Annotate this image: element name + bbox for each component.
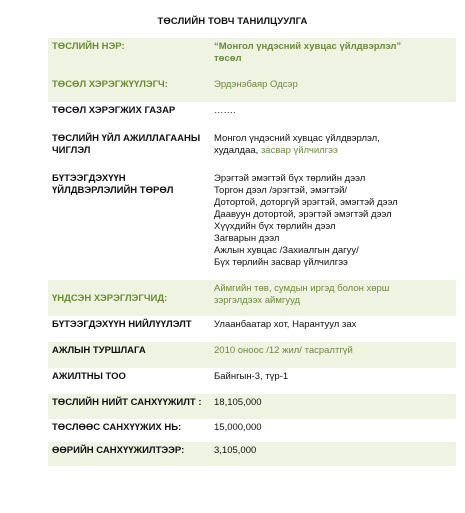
row-activity [48,130,456,170]
location-value: ……. [214,105,236,116]
row-own-funding [48,442,456,466]
project-name-line: төсөл [214,53,242,64]
row-experience [48,342,456,368]
project-info-table [48,38,456,466]
product-type-item: Даавуун дотортой, эрэгтэй эмэгтэй дээл [214,209,392,220]
row-product-supply [48,316,456,342]
implementer-label: ТӨСӨЛ ХЭРЭГЖҮҮЛЭГЧ: [48,76,210,102]
main-customers-line: Аймгийн төв, сумдын иргэд болон хөрш [214,283,390,294]
row-location [48,102,456,130]
row-product-types [48,170,456,280]
product-types-label-line: БҮТЭЭГДЭХҮҮН [52,173,126,184]
activity-label [48,130,210,170]
own-funding-value: 3,105,000 [210,442,456,466]
staff-label: АЖИЛТНЫ ТОО [52,371,126,382]
project-name-line: “Монгол үндэсний хувцас үйлдвэрлэл” [214,41,402,52]
page-title: ТӨСЛИЙН ТОВЧ ТАНИЛЦУУЛГА [157,16,308,27]
activity-label-line: ЧИГЛЭЛ [52,145,91,156]
project-name-value [210,38,456,76]
product-types-label-line: ҮЙЛДВЭРЛЭЛИЙН ТӨРӨЛ [52,185,174,196]
activity-label-line: ТӨСЛИЙН ҮЙЛ АЖИЛЛАГААНЫ [52,133,201,144]
product-type-item: Хүүхдийн бүх төрлийн дээл [214,221,336,232]
activity-value-line: Монгол үндэсний хувцас үйлдвэрлэл, [214,133,380,144]
staff-value: Байнгын-3, түр-1 [214,371,289,382]
experience-label: АЖЛЫН ТУРШЛАГА [48,342,210,368]
main-customers-line: зэргэлдээх аймгууд [214,295,301,306]
product-supply-value: Улаанбаатар хот, Нарантуул зах [214,319,357,330]
project-name-label: ТӨСЛИЙН НЭР: [48,38,210,76]
main-customers-label: ҮНДСЭН ХЭРЭГЛЭГЧИД: [48,280,210,316]
total-funding-value: 18,105,000 [210,394,456,419]
activity-value-highlight: засвар үйлчилгээ [260,145,338,156]
product-type-item: Ажлын хувцас /Захиалгын дагуу/ [214,245,359,256]
product-type-item: Бүх төрлийн засвар үйлчилгээ [214,257,348,268]
activity-value [210,130,456,170]
main-customers-value [210,280,456,316]
product-supply-label: БҮТЭЭГДЭХҮҮН НИЙЛҮҮЛЭЛТ [52,319,192,330]
product-types-value [210,170,456,280]
row-project-funding [48,419,456,442]
row-total-funding [48,394,456,419]
row-staff [48,368,456,394]
row-project-name [48,38,456,76]
product-types-label [48,170,210,280]
product-type-item: Дотортой, доторгүй эрэгтэй, эмэгтэй дээл [214,197,398,208]
total-funding-label: ТӨСЛИЙН НИЙТ САНХҮҮЖИЛТ : [48,394,210,419]
product-type-item: Загварын дээл [214,233,280,244]
row-implementer [48,76,456,102]
implementer-value: Эрдэнэбаяр Одсэр [210,76,456,102]
product-type-item: Эрэгтэй эмэгтэй бүх төрлийн дээл [214,173,366,184]
project-funding-label: ТӨСЛӨӨС САНХҮҮЖИХ НЬ: [52,422,182,433]
experience-value: 2010 оноос /12 жил/ тасралтгүй [210,342,456,368]
activity-value-line [214,145,452,157]
project-funding-value: 15,000,000 [214,422,262,433]
location-label: ТӨСӨЛ ХЭРЭГЖИХ ГАЗАР [52,105,176,116]
product-type-item: Торгон дээл /эрэгтэй, эмэгтэй/ [214,185,348,196]
activity-value-text: худалдаа, [214,145,261,156]
row-main-customers [48,280,456,316]
own-funding-label: ӨӨРИЙН САНХҮҮЖИЛТЭЭР: [48,442,210,466]
